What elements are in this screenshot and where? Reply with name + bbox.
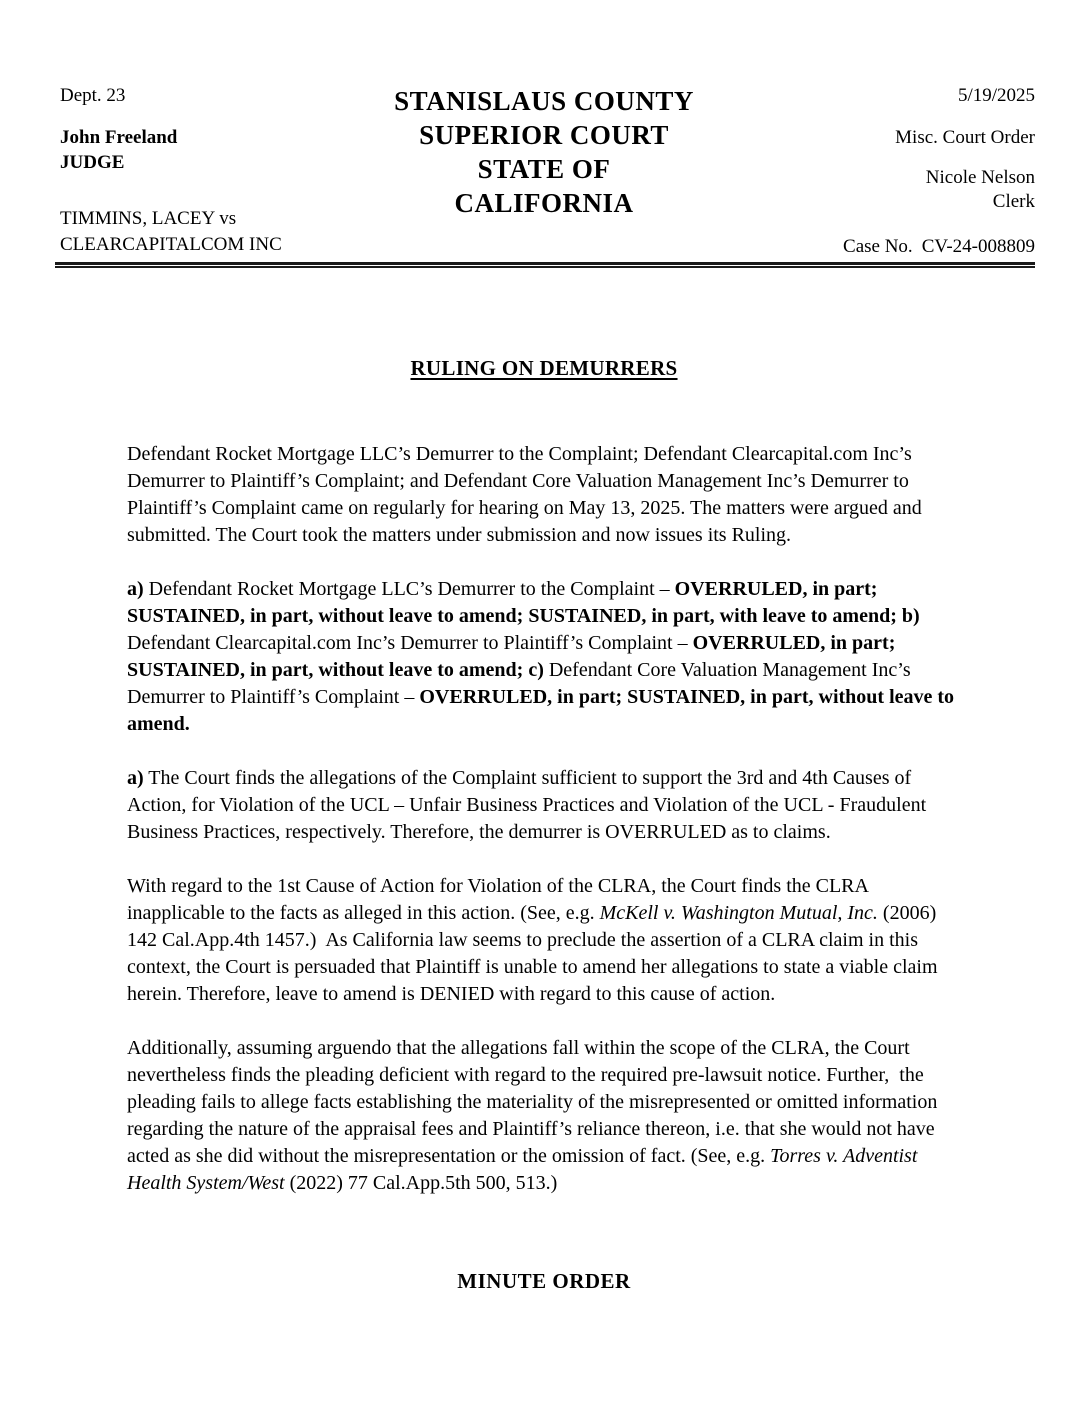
case-number-value: CV-24-008809	[921, 236, 1035, 257]
text-run: OVERRULED, in part; SUSTAINED, in part, without leave to amend; c)	[127, 632, 901, 681]
order-date: 5/19/2025	[957, 85, 1035, 106]
header-divider	[55, 262, 1035, 268]
ruling-paragraph	[127, 1035, 962, 1197]
order-type: Misc. Court Order	[895, 127, 1035, 148]
text-run: a)	[127, 578, 144, 600]
case-number-label: Case No.	[843, 236, 913, 257]
court-name-line: SUPERIOR COURT	[419, 120, 669, 150]
court-name-line: CALIFORNIA	[454, 188, 634, 218]
footer-title: MINUTE ORDER	[457, 1269, 631, 1293]
text-run: Additionally, assuming arguendo that the allegations fall within the scope of the CLRA, the Court nevertheless finds the pleading deficient with regard to the required pre-lawsuit notice. Further, the pleading fails to allege facts establishing the materiality of the misrepresented or omitted information regarding the nature of the appraisal fees and Plaintiff’s reliance thereon, i.e. that she would not have acted as she did without the misrepresentation or the omission of fact. (See, e.g.	[127, 1037, 943, 1167]
text-run: OVERRULED, in part; SUSTAINED, in part, without leave to amend; SUSTAINED, in part, with leave to amend; b)	[127, 578, 920, 627]
text-run: Defendant Rocket Mortgage LLC’s Demurrer to the Complaint; Defendant Clearcapital.com Inc’s Demurrer to Plaintiff’s Complaint; and Defendant Core Valuation Management Inc’s Demurrer to Plaintiff’s Complaint came on regularly for hearing on May 13, 2025. The matters were argued and submitted. The Court took the matters under submission and now issues its Ruling.	[127, 443, 927, 546]
text-run: OVERRULED, in part; SUSTAINED, in part, without leave to amend.	[127, 686, 960, 735]
ruling-paragraph	[127, 765, 962, 846]
judge-title: JUDGE	[60, 152, 125, 173]
clerk-name: Nicole Nelson	[925, 167, 1035, 188]
clerk-title: Clerk	[992, 191, 1035, 212]
text-run: (2006) 142 Cal.App.4th 1457.) As California law seems to preclude the assertion of a CLRA claim in this context, the Court is persuaded that Plaintiff is unable to amend her allegations to state a viable claim herein. Therefore, leave to amend is DENIED with regard to this cause of action.	[127, 902, 943, 1005]
text-run: (2022) 77 Cal.App.5th 500, 513.)	[284, 1172, 558, 1194]
ruling-paragraph	[127, 576, 962, 738]
dept-number: Dept. 23	[60, 85, 126, 106]
case-parties	[60, 206, 282, 258]
text-run: Defendant Rocket Mortgage LLC’s Demurrer to the Complaint –	[143, 578, 675, 600]
court-name-line: STATE OF	[477, 154, 611, 184]
case-number	[843, 236, 1035, 258]
ruling-paragraph	[127, 873, 962, 1008]
court-name-line: STANISLAUS COUNTY	[394, 86, 694, 116]
ruling-paragraph	[127, 441, 962, 549]
text-run: The Court finds the allegations of the Complaint sufficient to support the 3rd and 4th Causes of Action, for Violation of the UCL – Unfair Business Practices and Violation of the UCL - Fraudulent Business Practices, respectively. Therefore, the demurrer is OVERRULED as to claims.	[127, 767, 932, 843]
judge-name: John Freeland	[60, 127, 178, 148]
case-parties-line2: CLEARCAPITALCOM INC	[60, 234, 282, 255]
document-title: RULING ON DEMURRERS	[410, 356, 678, 380]
text-run: Defendant Clearcapital.com Inc’s Demurrer to Plaintiff’s Complaint –	[127, 605, 925, 654]
text-run: Defendant Core Valuation Management Inc’s Demurrer to Plaintiff’s Complaint –	[127, 659, 916, 708]
text-run: With regard to the 1st Cause of Action for Violation of the CLRA, the Court finds the CLRA inapplicable to the facts as alleged in this action. (See, e.g.	[127, 875, 873, 924]
header-right-block	[895, 84, 1035, 214]
document-header	[0, 0, 1088, 262]
divider-thin-line	[55, 266, 1035, 268]
case-parties-line1: TIMMINS, LACEY vs	[60, 208, 237, 229]
text-run: McKell v. Washington Mutual, Inc.	[599, 902, 878, 924]
document-body	[0, 356, 1088, 1294]
text-run: Torres v. Adventist Health System/West	[127, 1145, 923, 1194]
ruling-paragraphs	[127, 441, 962, 1197]
text-run: a)	[127, 767, 144, 789]
